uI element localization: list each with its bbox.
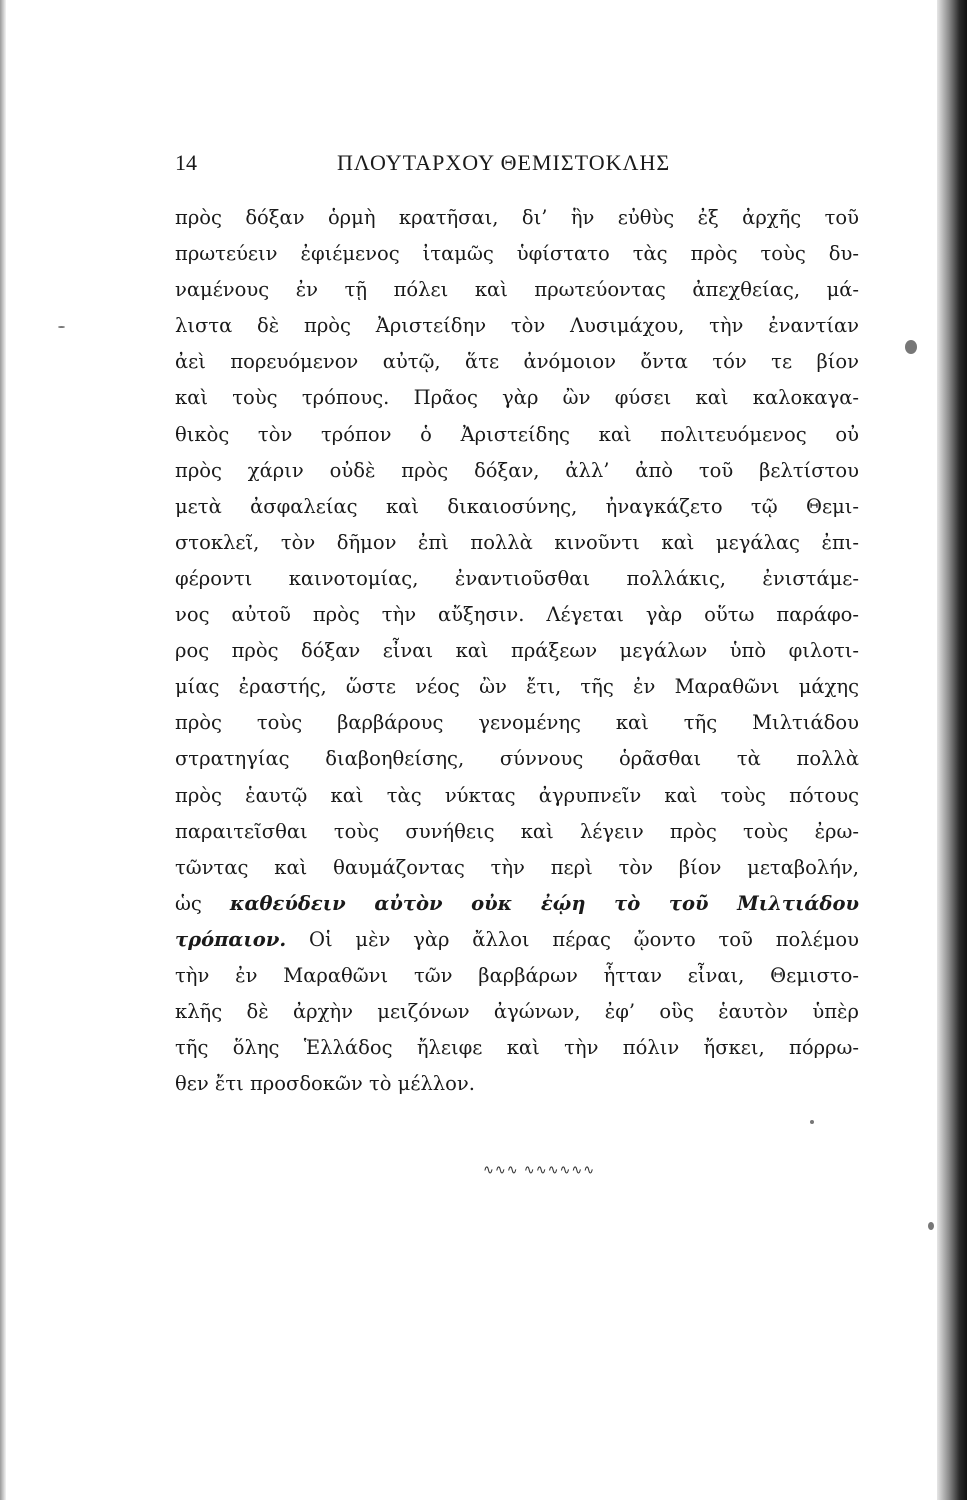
text-line: καὶ τοὺς τρόπους. Πρᾶος γὰρ ὢν φύσει καὶ καλοκαγα-	[175, 386, 859, 410]
text-line: ἀεὶ πορευόμενον αὐτῷ, ἅτε ἀνόμοιον ὄντα τόν τε βίον	[175, 350, 859, 374]
text-line: κλῆς δὲ ἀρχὴν μειζόνων ἀγώνων, ἐφ’ οὓς ἑαυτὸν ὑπὲρ	[175, 1000, 859, 1024]
end-ornament: ∿∿∿ ∿∿∿∿∿∿	[483, 1163, 596, 1178]
text-line: φέροντι καινοτομίας, ἐναντιοῦσθαι πολλάκις, ἐνιστάμε-	[175, 566, 859, 590]
emphasized-quote: τρόπαιον.	[175, 927, 287, 951]
body-text	[175, 200, 859, 1102]
text-line: παραιτεῖσθαι τοὺς συνήθεις καὶ λέγειν πρὸς τοὺς ἐρω-	[175, 819, 859, 843]
emphasized-quote: καθεύδειν αὐτὸν οὐκ ἐῴη τὸ τοῦ Μιλτιάδου	[229, 891, 859, 915]
text-line: νος αὐτοῦ πρὸς τὴν αὔξησιν. Λέγεται γὰρ οὕτω παράφο-	[175, 603, 859, 627]
text-line: πρὸς τοὺς βαρβάρους γενομένης καὶ τῆς Μιλτιάδου	[175, 711, 859, 735]
text-line: λιστα δὲ πρὸς Ἀριστείδην τὸν Λυσιμάχου, τὴν ἐναντίαν	[175, 314, 859, 338]
text-line: πρωτεύειν ἐφιέμενος ἰταμῶς ὑφίστατο τὰς πρὸς τοὺς δυ-	[175, 242, 859, 266]
paper-speck	[905, 340, 917, 354]
paper-speck	[928, 1222, 934, 1230]
text-line: μίας ἐραστής, ὥστε νέος ὢν ἔτι, τῆς ἐν Μαραθῶνι μάχης	[175, 675, 859, 699]
text-line: θικὸς τὸν τρόπον ὁ Ἀριστείδης καὶ πολιτευόμενος οὐ	[175, 422, 859, 446]
text-line: ναμένους ἐν τῇ πόλει καὶ πρωτεύοντας ἀπεχθείας, μά-	[175, 278, 859, 302]
text-line: τῆς ὅλης Ἑλλάδος ἤλειφε καὶ τὴν πόλιν ἤσκει, πόρρω-	[175, 1036, 859, 1060]
page-number: 14	[175, 150, 197, 175]
text-line: τῶντας καὶ θαυμάζοντας τὴν περὶ τὸν βίον μεταβολήν,	[175, 855, 859, 879]
text-line: πρὸς χάριν οὐδὲ πρὸς δόξαν, ἀλλ’ ἀπὸ τοῦ βελτίστου	[175, 458, 859, 482]
text-line: στρατηγίας διαβοηθείσης, σύννους ὁρᾶσθαι τὰ πολλὰ	[175, 747, 859, 771]
text-line: ρος πρὸς δόξαν εἶναι καὶ πράξεων μεγάλων ὑπὸ φιλοτι-	[175, 639, 859, 663]
text-line: θεν ἔτι προσδοκῶν τὸ μέλλον.	[175, 1072, 475, 1096]
text-line: στοκλεῖ, τὸν δῆμον ἐπὶ πολλὰ κινοῦντι καὶ μεγάλας ἐπι-	[175, 530, 859, 554]
paper-speck	[810, 1120, 814, 1124]
text-line: τὴν ἐν Μαραθῶνι τῶν βαρβάρων ἧτταν εἶναι, Θεμιστο-	[175, 963, 859, 987]
running-head	[175, 150, 855, 184]
paper-speck	[58, 326, 65, 328]
text-line: πρὸς δόξαν ὁρμὴ κρατῆσαι, δι’ ἣν εὐθὺς ἐξ ἀρχῆς τοῦ	[175, 206, 859, 229]
text-line: μετὰ ἀσφαλείας καὶ δικαιοσύνης, ἠναγκάζετο τῷ Θεμι-	[175, 494, 859, 518]
text-line: πρὸς ἑαυτῷ καὶ τὰς νύκτας ἀγρυπνεῖν καὶ τοὺς πότους	[175, 783, 859, 807]
text-line: τρόπαιον. Οἱ μὲν γὰρ ἄλλοι πέρας ᾤοντο τοῦ πολέμου	[175, 927, 859, 951]
scan-edge-right	[937, 0, 967, 1500]
running-title: ΠΛΟΥΤΑΡΧΟΥ ΘΕΜΙΣΤΟΚΛΗΣ	[337, 150, 671, 175]
text-line: ὡς καθεύδειν αὐτὸν οὐκ ἐῴη τὸ τοῦ Μιλτιάδου	[175, 891, 859, 915]
